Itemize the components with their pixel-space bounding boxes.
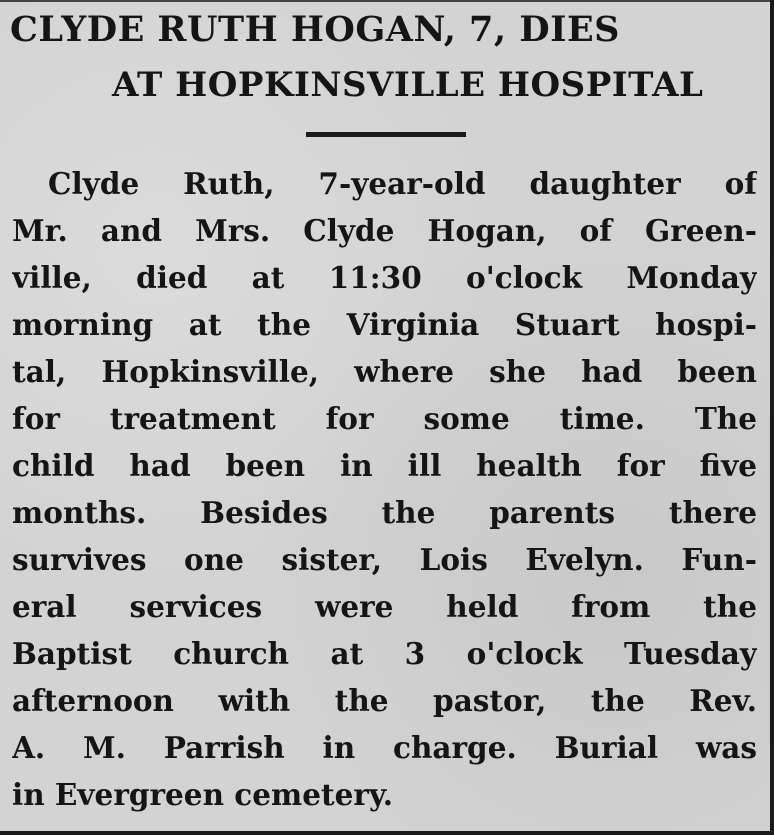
headline-line-2: AT HOPKINSVILLE HOSPITAL bbox=[112, 65, 704, 105]
body-line: Mr. and Mrs. Clyde Hogan, of Green- bbox=[12, 213, 757, 248]
body-line: morning at the Virginia Stuart hospi- bbox=[12, 307, 757, 342]
body-line: Clyde Ruth, 7-year-old daughter of bbox=[48, 166, 757, 201]
headline-divider bbox=[306, 132, 466, 137]
body-line: months. Besides the parents there bbox=[12, 495, 757, 530]
body-line: tal, Hopkinsville, where she had been bbox=[12, 354, 757, 389]
top-rule bbox=[0, 0, 770, 2]
body-line: child had been in ill health for five bbox=[12, 448, 757, 483]
body-line: A. M. Parrish in charge. Burial was bbox=[12, 730, 757, 765]
body-line: in Evergreen cemetery. bbox=[12, 777, 393, 812]
body-line: Baptist church at 3 o'clock Tuesday bbox=[12, 636, 757, 671]
body-line: eral services were held from the bbox=[12, 589, 757, 624]
body-line: ville, died at 11:30 o'clock Monday bbox=[12, 260, 757, 295]
body-line: afternoon with the pastor, the Rev. bbox=[12, 683, 757, 718]
body-line: survives one sister, Lois Evelyn. Fun- bbox=[12, 542, 757, 577]
article-body bbox=[12, 160, 757, 818]
headline-line-1: CLYDE RUTH HOGAN, 7, DIES bbox=[10, 9, 620, 50]
body-line: for treatment for some time. The bbox=[12, 401, 757, 436]
